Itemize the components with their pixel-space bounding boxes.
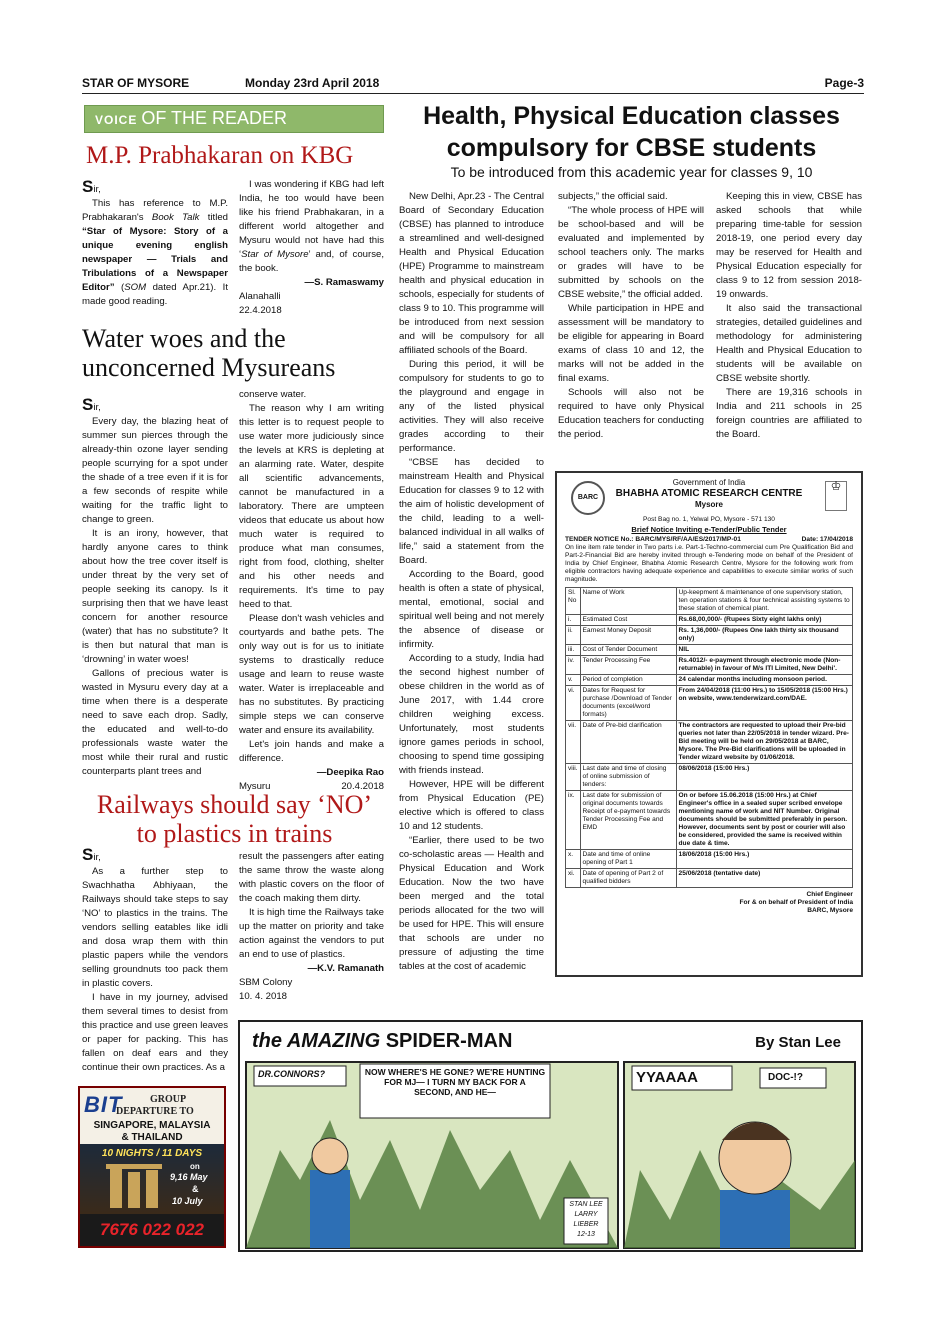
hpe-paragraph: It also said the transactional strategies, detailed guidelines and methodology for administering Health and Physical Education to students will be available on CBSE website shortly. (716, 303, 862, 384)
hpe-paragraph: Schools will also not be required to have only Physical Education teachers for conducting the period. (558, 387, 704, 440)
barc-tender-ad (555, 471, 863, 977)
letter1-col1 (82, 177, 229, 309)
peter-head-1 (312, 1138, 348, 1174)
voice-label: VOICE (95, 113, 138, 127)
bit-line3: SINGAPORE, MALAYSIA (93, 1120, 211, 1131)
bit-phone[interactable]: 7676 022 022 (100, 1220, 204, 1239)
letter2-para4: The reason why I am writing this letter is to request people to use water more judiciously since the levels at KRS is depleting at an alarming rate. Water, despite all scientific advancements, cannot be manufactured in a laboratory. There are umpteen videos that educate us about how much water is required to produce what man consumes, right from food, clothing, shelter and his other needs and requirements. It's time to pay heed to that. (239, 403, 384, 610)
letter2-para3-cont: conserve water. (239, 389, 307, 400)
letter3-para2: I have in my journey, advised them several times to desist from this practice and use green leaves or paper for packing. This has fallen on deaf ears and they continue their own practices. As a (82, 992, 228, 1073)
tender-cell: Last date and time of closing of online submission of tenders: (580, 764, 676, 791)
tender-row (566, 645, 853, 656)
tender-cell: From 24/04/2018 (11:00 Hrs.) to 15/05/2018 (15:00 Hrs.) on website, www.tenderwizard.com/DAE. (676, 686, 852, 721)
tender-row (566, 656, 853, 675)
tender-row (566, 686, 853, 721)
bit-travel-ad[interactable] (78, 1086, 226, 1248)
tender-cell: vi. (566, 686, 581, 721)
bit-line8: & (192, 1184, 199, 1194)
hpe-paragraph: According to the Board, good health is often a state of physical, mental, emotional, social and spiritual well being and not merely the absence of disease or infirmity. (399, 569, 544, 650)
barc-gov: Government of India (672, 478, 746, 487)
tender-cell: Cost of Tender Document (580, 645, 676, 656)
hpe-paragraph: Keeping this in view, CBSE has asked schools that while preparing time-table for session 2018-19, one period every day may be reserved for Health and Physical Education especially for class 9 to 12 from session 2018-19 onwards. (716, 191, 862, 300)
bit-line4: & THAILAND (121, 1132, 183, 1143)
barc-sign2: For & on behalf of President of India (739, 899, 853, 906)
letter2-para5: Please don't wash vehicles and courtyards and bathe pets. The only way out is for us to initiate systems to drastically reduce usage and learn to reuse waste water. Water is irreplaceable and has no substitutes. By practicing simple steps we can conserve water and ensure its availability. (239, 613, 384, 736)
letter3-col1: Sir, As a further step to Swachhatha Abhiyaan, the Railways should take steps to say ‘NO’ to plastics in the trains. The vendors selling eatables like idli and dosa wrap them with thin plastic papers while the vendors selling groundnuts too pack them in plastic covers. I have in my journey, advised them several times to desist from this practice and use green leaves or paper for packing. This has fallen on deaf ears and they continue their own practices. As a (82, 845, 228, 1073)
hpe-paragraph: “CBSE has decided to mainstream Health and Physical Education for classes 9 to 12 with the aim of holistic development of the child, leading to a well-balanced individual in all walks of life,” said a statement from the Board. (399, 457, 544, 566)
letter1-date: 22.4.2018 (239, 305, 282, 316)
letter2-para1: Every day, the blazing heat of summer sun pierces through the already-thin ozone layer sending people scurrying for a spot under the shade of a tree even if it is for a few seconds of respite while waiting for the traffic light to change to green. (82, 416, 228, 525)
hpe-col3 (716, 190, 862, 442)
letter3-para2-cont: result the passengers after eating the same throw the waste along with plastic covers on the floor of the coach making them dirty. (239, 851, 384, 904)
hpe-headline: Health, Physical Education classes compulsory for CBSE students (423, 102, 840, 162)
tender-cell: Rs.68,00,000/- (Rupees Sixty eight lakhs only) (676, 615, 852, 626)
letter3-para3: It is high time the Railways take up the matter on priority and take action against the vendors to put an end to use of plastics. (239, 907, 384, 960)
tender-cell: Tender Processing Fee (580, 656, 676, 675)
bit-line7: 9,16 May (170, 1172, 208, 1182)
tender-cell: Name of Work (580, 588, 676, 615)
tender-row (566, 721, 853, 764)
hpe-col1 (399, 190, 544, 974)
voice-of-reader-banner (84, 105, 384, 133)
tender-cell: Up-keepment & maintenance of one supervisory station, ten operation stations & four technical assisting systems to these station of chemical plant. (676, 588, 852, 615)
tender-cell: xi. (566, 869, 581, 888)
salutation: ir, (93, 184, 101, 195)
letter1-para2: I was wondering if KBG had left India, he too would have been like his friend Prabhakaran, in a different world altogether and Mysuru would not have had this ‘Star of Mysore’ and, of course, the book. (239, 179, 384, 274)
spiderman-comic (238, 1020, 863, 1252)
comic-signature: STAN LEE LARRY LIEBER 12-13 (569, 1201, 603, 1238)
barc-tender-line: TENDER NOTICE No.: BARC/MYS/RF/AA/ES/2017/MP-01 Date: 17/04/2018 (565, 536, 853, 543)
bit-line6: on (190, 1162, 200, 1171)
comic-byline: By Stan Lee (755, 1034, 841, 1051)
barc-sign3: BARC, Mysore (807, 907, 853, 914)
hpe-paragraph: During this period, it will be compulsory for students to go to the playground and engage in any of the listed physical activities. They will also receive grades according to their performance. (399, 359, 544, 454)
hpe-paragraph: There are 19,316 schools in India and 211 schools in 25 foreign countries are affiliated to the Board. (716, 387, 862, 440)
drop-cap: S (82, 177, 94, 196)
letter2-para3: Gallons of precious water is wasted in Mysuru every day at a time when there is a desperate need to save each drop. Sadly, the educated and well-to-do professionals waste water the most while their rural and rustic counterparts plant trees and (82, 668, 228, 777)
tender-cell: ii. (566, 626, 581, 645)
comic-bubble-3: YYAAAA (636, 1069, 698, 1086)
tender-cell: Dates for Request for purchase /Download of Tender documents (excel/word formats) (580, 686, 676, 721)
tender-cell: 24 calendar months including monsoon period. (676, 675, 852, 686)
tender-cell: viii. (566, 764, 581, 791)
tender-cell: Last date for submission of original documents towards Receipt of e-payment towards Tender Processing Fee and EMD (580, 791, 676, 850)
bit-line1: GROUP (150, 1094, 187, 1105)
tender-cell: x. (566, 850, 581, 869)
letter3-date: 10. 4. 2018 (239, 991, 288, 1002)
barc-city: Mysore (694, 500, 723, 509)
bit-line2: DEPARTURE TO (116, 1106, 194, 1117)
hpe-paragraph: However, HPE will be different from Physical Education (PE) elective which is offered to class 10 and 12 students. (399, 779, 544, 832)
tender-cell: Date of opening of Part 2 of qualified bidders (580, 869, 676, 888)
letter2-para6: Let's join hands and make a difference. (239, 739, 384, 764)
drop-cap: S (82, 845, 94, 864)
letter1-title: M.P. Prabhakaran on KBG (86, 142, 354, 169)
letter1-place: Alanahalli (239, 291, 281, 302)
page-date: Monday 23rd April 2018 (245, 76, 380, 90)
comic-title: the AMAZING SPIDER-MAN (252, 1030, 513, 1052)
letter2-col1: Sir, Every day, the blazing heat of summer sun pierces through the already-thin ozone layer sending people scurrying for a spot under the shade of a tree even if it is for a few seconds of respite while waiting for the traffic light to change to green. It is an irony, however, that hardly anyone cares to think about how the tree cover itself is under threat by the very set of people seeking its canopy. Is it surprising then that we have least concern for another resource (water) that has no substitute? It is then but natural that man is ‘drowning’ in water woes! Gallons of precious water is wasted in Mysuru every day at a time when there is a desperate need to save each drop. Sadly, the educated and well-to-do professionals waste water the most while their rural and rustic counterparts plant trees and (82, 395, 228, 777)
tender-cell: Date of Pre-bid clarification (580, 721, 676, 764)
letter2-title: Water woes and the unconcerned Mysureans (82, 324, 336, 382)
tender-row (566, 869, 853, 888)
voice-rest: OF THE READER (141, 108, 288, 128)
letter3-col2 (239, 850, 384, 1004)
tender-cell: Period of completion (580, 675, 676, 686)
letter2-signer: —Deepika Rao (316, 767, 384, 778)
hpe-paragraph: New Delhi, Apr.23 - The Central Board of Secondary Education (CBSE) has planned to introduce a streamlined and well-designed Health and Physical Education (HPE) Programme to mainstream health and physical education in schools, especially for students of class 9 to 10. This programme will be introduced from next session and will be compulsory for all affiliated schools of the Board. (399, 191, 544, 356)
letter3-place: SBM Colony (239, 977, 293, 988)
bit-line5: 10 NIGHTS / 11 DAYS (101, 1148, 203, 1159)
drop-cap: S (82, 395, 94, 414)
bit-line9: 10 July (172, 1196, 203, 1206)
tender-cell: Rs. 1,36,000/- (Rupees One lakh thirty six thousand only) (676, 626, 852, 645)
tender-cell: i. (566, 615, 581, 626)
tender-row (566, 615, 853, 626)
tender-cell: Date and time of online opening of Part 1 (580, 850, 676, 869)
barc-tender-table (565, 587, 853, 888)
letter2-para2: It is an irony, however, that hardly anyone cares to think about how the tree cover itself is under threat by the very set of people seeking its canopy. Is it surprising then that we have least concern for another resource (water) that has no substitute? It is then but natural that man is ‘drowning’ in water woes! (82, 528, 228, 665)
hpe-paragraph: According to a study, India had the second highest number of obese children in the world as of June 2017, with 1.44 crore children weighing excess. Unfortunately, most students ignore games periods in school, choosing to spend time gossiping with friends instead. (399, 653, 544, 776)
comic-bubble-1: DR.CONNORS? (258, 1069, 325, 1079)
tender-cell: Estimated Cost (580, 615, 676, 626)
tender-cell: 18/06/2018 (15:00 Hrs.) (676, 850, 852, 869)
barc-notice-title: Brief Notice Inviting e-Tender/Public Tender (631, 525, 787, 534)
barc-name: BHABHA ATOMIC RESEARCH CENTRE (615, 488, 803, 499)
barc-logo-icon: BARC (571, 481, 605, 515)
tender-cell: v. (566, 675, 581, 686)
tender-cell: On or before 15.06.2018 (15:00 Hrs.) at Chief Engineer's office in a sealed super scribed envelope mentioning name of work and NIT Number. Original documents should be submitted preferably in person. However, documents sent by post or courier will also be considered, provided the same is received within due date & time. (676, 791, 852, 850)
peter-figure-2 (720, 1190, 790, 1248)
bit-logo: BIT (84, 1092, 123, 1117)
letter3-title: Railways should say ‘NO’ to plastics in trains (96, 790, 373, 848)
barc-sign1: Chief Engineer (806, 891, 853, 898)
comic-bubble-4: DOC-!? (768, 1072, 803, 1083)
letter2-col2 (239, 388, 384, 794)
peter-figure-1 (310, 1170, 350, 1248)
page-header (82, 74, 864, 94)
hpe-paragraph: “Earlier, there used to be two co-scholastic areas — Health and Physical Education and Work Education. Now the two have been merged and the total periods allocated for the two will be used for HPE. This will ensure that schools are under no pressure of adjusting the time tables at the cost of academic (399, 835, 544, 972)
tender-row (566, 588, 853, 615)
tender-cell: 25/06/2018 (tentative date) (676, 869, 852, 888)
tender-cell: Rs.4012/- e-payment through electronic mode (Non- returnable) in favour of M/s ITI Limited, New Delhi'. (676, 656, 852, 675)
tender-cell: iv. (566, 656, 581, 675)
tender-cell: The contractors are requested to upload their Pre-bid queries not later than 22/05/2018 in tender wizard. Pre-Bid meeting will be held on 29/05/2018 at BARC, Mysore. The Pre-Bid clarifications will be uploaded in Tender wizard website by 01/06/2018. (676, 721, 852, 764)
hpe-col2 (558, 190, 704, 442)
tender-row (566, 675, 853, 686)
tender-cell: Earnest Money Deposit (580, 626, 676, 645)
hpe-paragraph: “The whole process of HPE will be school-based and will be evaluated and implemented by school teachers only. The marks or grades will have to be submitted by schools on the CBSE website,” the official added. (558, 205, 704, 300)
letter3-signer: —K.V. Ramanath (307, 963, 384, 974)
letter1-para1: This has reference to M.P. Prabhakaran's Book Talk titled “Star of Mysore: Story of a unique evening english newspaper — Trials and Tribulations of a Newspaper Editor” (SOM dated Apr.21). It made good reading. (82, 198, 229, 307)
letter2-place-date: Mysuru 20.4.2018 (239, 781, 384, 792)
barc-address: Post Bag no. 1, Yelwal PO, Mysore - 571 130 (643, 516, 775, 523)
tender-cell: Sl. No (566, 588, 581, 615)
tender-cell: 08/06/2018 (15:00 Hrs.) (676, 764, 852, 791)
tender-row (566, 764, 853, 791)
hpe-paragraph: While participation in HPE and assessment will be mandatory to be eligible for appearing in Board exams of class 10 and 12, the marks will not be added in the final exams. (558, 303, 704, 384)
tender-cell: NIL (676, 645, 852, 656)
hpe-subheadline: To be introduced from this academic year for classes 9, 10 (450, 164, 813, 180)
hpe-paragraph: subjects,” the official said. (558, 191, 668, 202)
tender-row (566, 850, 853, 869)
comic-bubble-2: NOW WHERE'S HE GONE? WE'RE HUNTING FOR MJ— I TURN MY BACK FOR A SECOND, AND HE— (364, 1067, 546, 1097)
page-number: Page-3 (824, 76, 864, 90)
comic-panels (240, 1060, 861, 1250)
letter1-signer: —S. Ramaswamy (304, 277, 384, 288)
tender-cell: iii. (566, 645, 581, 656)
emblem-icon: ♔ (825, 481, 847, 511)
letter3-para1: As a further step to Swachhatha Abhiyaan, the Railways should take steps to say ‘NO’ to plastics in the trains. The vendors selling eatables like idli and dosa wrap them with thin plastic papers while the vendors selling groundnuts too pack them in plastic covers. (82, 866, 228, 989)
letter1-col2 (239, 178, 384, 318)
tender-cell: ix. (566, 791, 581, 850)
tender-row (566, 791, 853, 850)
paper-name: STAR OF MYSORE (82, 76, 190, 90)
barc-intro: On line item rate tender in Two parts i.e. Part-1-Techno-commercial cum Pre Qualification Bid and Part-2-Financial Bid are hereby invited through e-Tendering mode on behalf of the President of India by Chief Engineer, Bhabha Atomic Research Centre, Mysore for the following work from eligible contractors having adequate experience and capabilities to execute similar works of such magnitude. (565, 544, 853, 583)
tender-row (566, 626, 853, 645)
tender-cell: vii. (566, 721, 581, 764)
